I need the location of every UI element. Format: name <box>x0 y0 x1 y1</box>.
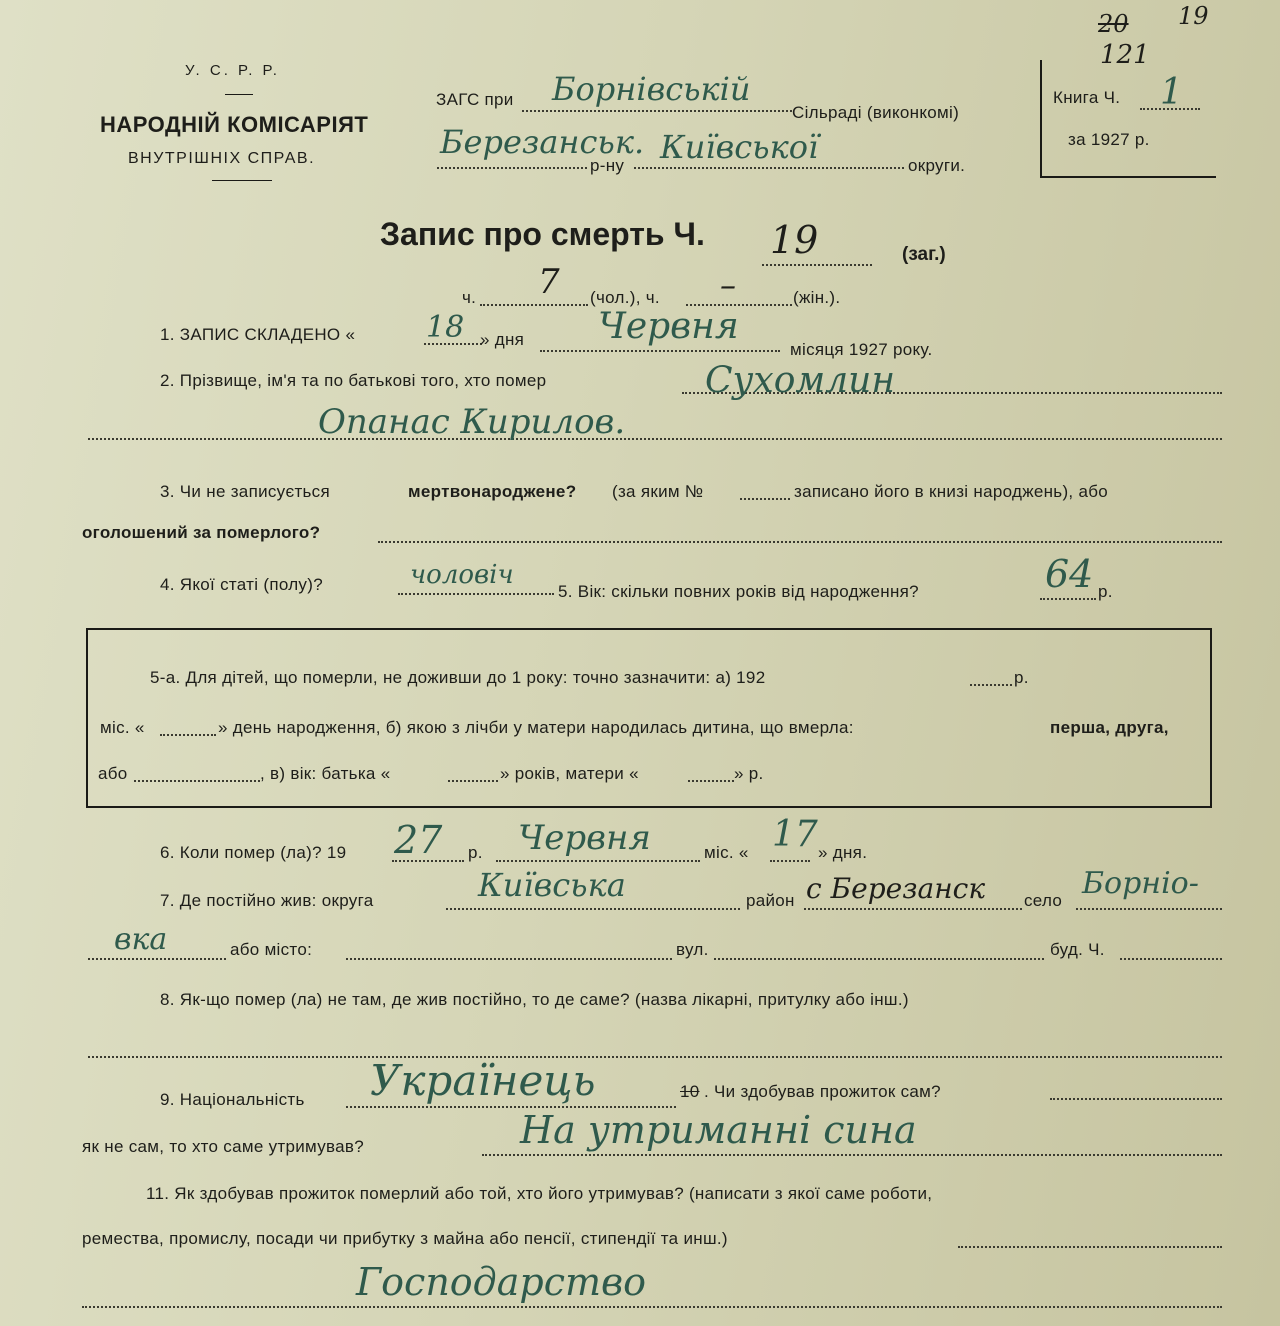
q3-label-b: (за яким № <box>612 482 704 501</box>
record-number-handwritten: 19 <box>770 218 819 262</box>
q5a-line3-b: , в) вік: батька « <box>260 764 391 783</box>
q3-bold-b: оголошений за померлого? <box>82 523 321 542</box>
dotted-line <box>446 908 740 910</box>
dotted-line <box>398 593 554 595</box>
page-title: Запис про смерть Ч. <box>380 216 705 252</box>
q7-vul-label: вул. <box>676 940 709 959</box>
dotted-line <box>88 958 226 960</box>
q5a-line2-bold: перша, друга, <box>1050 718 1169 737</box>
commissariat-label: НАРОДНІЙ КОМІСАРІЯТ <box>100 112 369 137</box>
q1-mid: » дня <box>480 330 525 349</box>
ch-label: ч. <box>462 288 477 307</box>
dotted-line <box>770 860 810 862</box>
corner-mid-number: 121 <box>1100 40 1150 70</box>
district-label: р-ну <box>590 156 625 175</box>
dotted-line <box>688 780 734 782</box>
dotted-line <box>482 1154 1222 1156</box>
dotted-line <box>1120 958 1222 960</box>
q6-dnia: » дня. <box>818 843 868 862</box>
q1-prefix: 1. ЗАПИС СКЛАДЕНО « <box>160 325 356 344</box>
q5a-line3-c: » років, матери « <box>500 764 639 783</box>
q7-bud-label: буд. Ч. <box>1050 940 1105 959</box>
zags-label: ЗАГС при <box>436 90 514 109</box>
dotted-line <box>378 541 1222 543</box>
q5a-line1: 5-а. Для дітей, що померли, не доживши до 1 року: точно зазначити: а) 192 <box>150 668 766 687</box>
ussr-label: У. С. Р. Р. <box>185 62 280 79</box>
q3-label-c: записано його в книзі народжень), або <box>794 482 1109 501</box>
q5a-line3-a: або <box>98 764 128 783</box>
q4-sex-handwritten: чоловіч <box>410 560 514 590</box>
q1-day-handwritten: 18 <box>426 310 465 345</box>
q2-label: 2. Прізвище, ім'я та по батькові того, хто помер <box>160 371 547 390</box>
district-handwritten: Березанськ. <box>440 123 645 161</box>
council-label: Сільраді (виконкомі) <box>792 103 960 122</box>
dotted-line <box>804 908 1022 910</box>
dotted-line <box>448 780 498 782</box>
book-box-bottom <box>1040 176 1216 178</box>
dotted-line <box>160 734 216 736</box>
q11-label-a: 11. Як здобував прожиток померлий або той, хто його утримував? (написати з якої саме роботи, <box>146 1184 933 1203</box>
q11-label-b: ремества, промислу, посади чи прибутку з майна або пенсії, стипендії та инш.) <box>82 1229 728 1248</box>
corner-old-number: 20 <box>1098 10 1129 38</box>
divider <box>225 94 253 95</box>
q11-value-handwritten: Господарство <box>356 1260 647 1304</box>
dotted-line <box>740 498 790 500</box>
zags-village-handwritten: Борнівській <box>552 70 751 108</box>
q7-raion-label: район <box>746 891 795 910</box>
dotted-line <box>346 958 672 960</box>
female-count-handwritten: – <box>720 266 736 304</box>
dotted-line <box>134 780 260 782</box>
dotted-line <box>496 860 700 862</box>
corner-new-number: 19 <box>1178 2 1209 30</box>
dotted-line <box>540 350 780 352</box>
q1-suffix: місяця 1927 року. <box>790 340 933 359</box>
book-number-handwritten: 1 <box>1160 72 1183 113</box>
q5a-line1-r: р. <box>1014 668 1029 687</box>
q7-misto-label: або місто: <box>230 940 313 959</box>
male-count-handwritten: 7 <box>538 262 560 302</box>
q6-label: 6. Коли помер (ла)? 19 <box>160 843 347 862</box>
dotted-line <box>522 110 792 112</box>
q7-raion-handwritten: с Березанск <box>806 872 986 905</box>
q1-month-handwritten: Червня <box>598 306 739 347</box>
q10-value-handwritten: На утриманні сина <box>520 1108 917 1152</box>
book-box-left <box>1040 60 1042 178</box>
q6-day-handwritten: 17 <box>772 814 818 855</box>
q5-r: р. <box>1098 582 1113 601</box>
q5-label: 5. Вік: скільки повних років від народження? <box>558 582 919 601</box>
dotted-line <box>970 684 1012 686</box>
q3-label-a: 3. Чи не записується <box>160 482 330 501</box>
q5a-line3-d: » р. <box>734 764 764 783</box>
q7-selo-handwritten: Борніо- <box>1082 866 1199 901</box>
dotted-line <box>634 167 904 169</box>
dotted-line <box>82 1306 1222 1308</box>
dotted-line <box>958 1246 1222 1248</box>
book-label: Книга Ч. <box>1053 88 1121 107</box>
dotted-line <box>437 167 587 169</box>
dotted-line <box>762 264 872 266</box>
q7-selo-label: село <box>1024 891 1063 910</box>
dotted-line <box>88 438 1222 440</box>
q4-label: 4. Якої статі (полу)? <box>160 575 323 594</box>
dotted-line <box>480 304 588 306</box>
q5a-line2-b: » день народження, б) якою з лічби у матери народилась дитина, що вмерла: <box>218 718 854 737</box>
q7-selo2-handwritten: вка <box>114 922 168 957</box>
okrug-handwritten: Київської <box>660 128 819 166</box>
q7-label: 7. Де постійно жив: округа <box>160 891 374 910</box>
q8-label: 8. Як-що помер (ла) не там, де жив постійно, то де саме? (назва лікарні, притулку або інш.) <box>160 990 909 1009</box>
q2-name-handwritten: Опанас Кирилов. <box>318 402 626 442</box>
q5a-line2-a: міс. « <box>100 718 145 737</box>
q10-number: 10 <box>680 1082 700 1101</box>
title-suffix: (заг.) <box>902 244 946 265</box>
male-label: (чол.), ч. <box>590 288 660 307</box>
q6-r: р. <box>468 843 483 862</box>
book-year: за 1927 р. <box>1068 130 1150 149</box>
q2-surname-handwritten: Сухомлин <box>705 360 896 401</box>
dotted-line <box>714 958 1044 960</box>
q7-okrug-handwritten: Київська <box>478 866 626 904</box>
q6-mis: міс. « <box>704 843 749 862</box>
q6-month-handwritten: Червня <box>518 818 651 858</box>
q9-label: 9. Національність <box>160 1090 305 1109</box>
dotted-line <box>88 1056 1222 1058</box>
q9-nationality-handwritten: Українець <box>370 1056 596 1105</box>
okrug-label: округи. <box>908 156 966 175</box>
q5-age-handwritten: 64 <box>1045 552 1094 596</box>
internal-affairs-label: ВНУТРІШНІХ СПРАВ. <box>128 150 316 167</box>
dotted-line <box>1050 1098 1222 1100</box>
dotted-line <box>1040 598 1096 600</box>
q3-bold-a: мертвонароджене? <box>408 482 577 501</box>
divider <box>212 180 272 181</box>
q10-label-b: як не сам, то хто саме утримував? <box>82 1137 364 1156</box>
q6-year-handwritten: 27 <box>394 818 443 862</box>
female-label: (жін.). <box>793 288 841 307</box>
q10-label: . Чи здобував прожиток сам? <box>704 1082 941 1101</box>
dotted-line <box>1076 908 1222 910</box>
